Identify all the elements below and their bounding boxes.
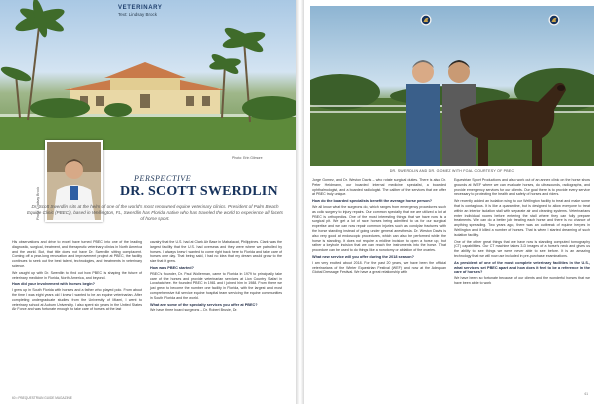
vets-foal-illustration <box>310 6 594 166</box>
inset-photo-credit: Photo: Lindsay Brock <box>36 186 40 220</box>
photo-caption: DR. SWERDLIN AND DR. GOMEZ WITH FOAL COURTESY OF PBEC <box>389 169 515 173</box>
body-paragraph: We recently added an isolation wing to our Wellington facility to treat and make some that is contagious. It is like a quarantine, but is designed to allow everyone to treat within an interior isolation stall with separate air and cleaning systems. Veterinarians enter individual rooms before entering the stall where they can fully prepare treatments. We can do a better job treating each horse and there is no chance of anything spreading. Two years ago, there was an outbreak of equine herpes in Wellington and it killed a number of horses. That is when I started dreaming of such isolation facility. <box>454 199 590 237</box>
body-paragraph: Jorge Gomez, and Dr. Weston Davis – who rotate surgical duties. There is also Dr. Peter Heidmann, our boarded internal medicine specialist, a boarded ophthalmologist, and a boarded radiologist. The caliber of the services that we offer at PBEC truly unique. <box>312 178 446 197</box>
left-page <box>0 0 296 404</box>
clinic-scene-illustration <box>0 0 296 150</box>
body-paragraph: We all know what the surgeons do, which ranges from emergency procedures such as colic surgery to injury repairs. Our common specialty that we are utilized a lot at PBEC is orthopedics. One of the most interesting things that we have now is a surgical pit. We get a lot of race horses being admitted to us for our surgical expertise and we can now repair common injuries such as condylar fractures with the horse standing instead of going under general anesthesia. Dr. Weston Davis is also very good at endoscopic procedures, which can also be performed while the horse is standing. It does not require a midline incision to open a horse up, but rather a keyhole incision that we can reach the instruments into the horse. That procedure can be used to do things like a nonotomy or ablation of the ovaries. <box>312 204 446 253</box>
folio-left: 60 • PBEQUESTRIAN GUIDE MAGAZINE <box>12 396 72 400</box>
right-page-column-1 <box>312 178 446 277</box>
article-headline: DR. SCOTT SWERDLIN <box>120 184 278 199</box>
body-paragraph: His observations and drive to excel have turned PBEC into one of the leading diagnostic, surgical, treatment, and therapeutic veterinary clinics in North America and the world. But, that title does not have Dr. Swerdlin sitting complacent. Coming off a year-long renovation and improvement project at PBEC, the facility continues to seek out the best talent, technologies, and treatments in veterinary science. <box>12 240 142 268</box>
section-header <box>118 5 228 17</box>
vets-with-foal-photo <box>310 6 594 166</box>
interview-question: How did your involvement with horses begin? <box>12 282 95 287</box>
body-paragraph: PBEC's founder, Dr. Paul Wollerman, came to Florida in 1979 to principally take care of the horses and provide veterinarian services at Lion Country Safari in Loxahatchee. He founded PBEC in 1981 and I joined him in 1988. From there we just grew to become the number one facility in Florida, with the largest and most comprehensive full service equine hospital team servicing the equine communities in South Florida and the world. <box>150 271 282 300</box>
body-paragraph: Equestrian Sport Productions and also work out of an annex clinic on the horse show grounds at WEF where we can evaluate horses, do ultrasounds, radiographs, and provide emergency services for our clients. Our goal there is to provide every service necessary to protecting the health and safety of horses and riders. <box>454 178 590 197</box>
interview-question: How was PBEC started? <box>150 265 194 270</box>
page-gutter <box>296 0 304 404</box>
body-paragraph: We have been so fortunate because of our clients and the wonderful horses that we have been able to work <box>454 276 590 285</box>
clinic-logo-icon <box>420 14 432 26</box>
article-kicker: PERSPECTIVE <box>134 174 192 183</box>
right-page-column-2 <box>454 178 590 288</box>
hero-photo-clinic <box>0 0 296 150</box>
section-name: VETERINARY <box>118 5 163 11</box>
clinic-logo-icon <box>548 14 560 26</box>
interview-question: How do the boarded specialists benefit the average horse person? <box>312 199 433 204</box>
folio-right: 61 <box>584 392 588 396</box>
body-paragraph: cavalry that the U.S. had at Clark Air Base in Mabalacat, Philippines. Clark was the largest facility that the U.S. had overseas and they were where we patrolled by horses. I always knew I wanted to come right back here to Florida and take care of horses one day. That being said, I had no idea that my dream would grow to the size that it grew. <box>150 240 282 264</box>
body-paragraph: We caught up with Dr. Swerdlin to find out how PBEC is shaping the future of veterinary medicine in Florida, North America, and beyond. <box>12 270 142 280</box>
hero-photo-credit: Photo: Erin Gilmore <box>232 156 263 160</box>
left-page-column-1 <box>12 240 142 314</box>
body-paragraph: I am very excited about 2018. For the past 20 years, we have been the official veterinarians of the Winter Equestrian Festival (WEF) and now at the Adequan Global Dressage Festival. We have a great relationship with <box>312 260 446 275</box>
body-paragraph: One of the other great things that we have now is standing computed tomography (CT) capabilities. Our CT machine takes 3-D images of a horse's neck and gives us the ability to see things we were never able to see before. It is an amazing technology that we will now use included in pre-purchase examinations. <box>454 239 590 258</box>
article-deck: Dr. Scott Swerdlin sits at the helm of one of the world's most renowned equine veterinary clinics. President of Palm Beach Equine Clinic (PBEC), based in Wellington, FL, Swerdlin has Florida native who has traveled the world to experience all facets of horse sport. <box>26 204 284 222</box>
left-page-column-2 <box>150 240 282 315</box>
byline: Text: Lindsay Brock <box>118 12 158 17</box>
interview-question: As president of one of the most complete veterinary facilities in the U.S., what services set PBEC apart and how does it feel to be a reference in the care of horses? <box>454 260 590 275</box>
body-paragraph: I grew up in South Florida with horses and a father who played polo. From about the time I was eight years old I knew I wanted to be an equine veterinarian. After completing undergraduate studies from the University of Miami, I went to veterinary school at Auburn University. I also spent six years in the United States Air Force and was fortunate enough to take care of horses at the last <box>12 288 142 312</box>
interview-question: What are some of the specialty services you offer at PBEC? <box>150 302 258 307</box>
body-paragraph: We have three board surgeons – Dr. Robert Brusie, Dr. <box>150 308 238 313</box>
right-page <box>304 0 600 404</box>
interview-question: What new service will you offer during the 2018 season? <box>312 254 414 259</box>
